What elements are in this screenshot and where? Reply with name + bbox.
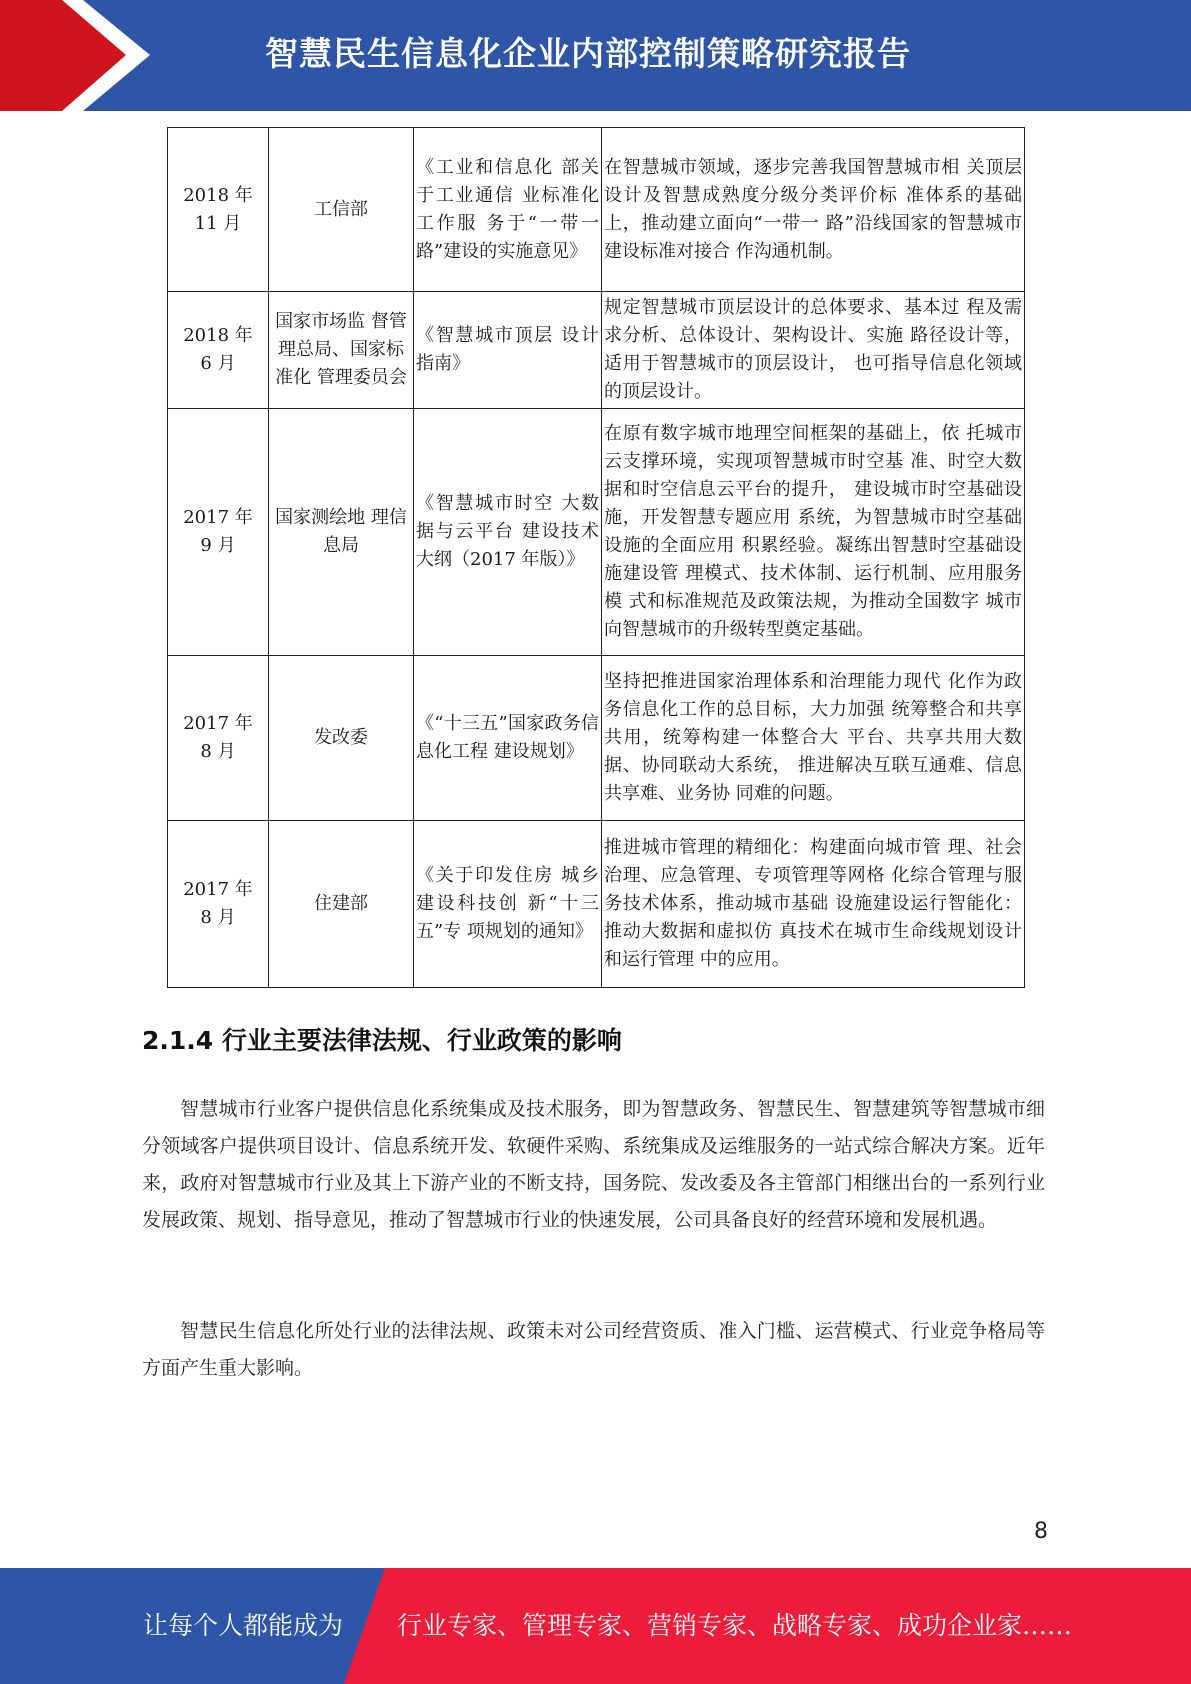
table-cell-description: 推进城市管理的精细化：构建面向城市管 理、社会治理、应急管理、专项管理等网格 化综合管理与服务技术体系，推动城市基础 设施建设运行智能化：推动大数据和虚拟仿 真技术在城市生命线规划设计和运行管理 中的应用。 (602, 821, 1025, 988)
table-cell-document: 《智慧城市顶层 设计指南》 (414, 292, 602, 409)
table-cell-department: 发改委 (269, 656, 414, 821)
table-cell-department: 住建部 (269, 821, 414, 988)
table-row (168, 409, 1025, 656)
table-cell-description: 在原有数字城市地理空间框架的基础上，依 托城市云支撑环境，实现项智慧城市时空基 准、时空大数据和时空信息云平台的提升， 建设城市时空基础设施，开发智慧专题应用 系统，为智慧城市时空基础设施的全面应用 积累经验。凝练出智慧时空基础设施建设管 理模式、技术体制、运行机制、应用服务模 式和标准规范及政策法规，为推动全国数字 城市向智慧城市的升级转型奠定基础。 (602, 409, 1025, 656)
table-cell-description: 在智慧城市领域，逐步完善我国智慧城市相 关顶层设计及智慧成熟度分级分类评价标 准体系的基础上，推动建立面向“一带一 路”沿线国家的智慧城市建设标准对接合 作沟通机制。 (602, 128, 1025, 292)
table-row (168, 821, 1025, 988)
table-cell-department: 国家市场监 督管理总局、国家标准化 管理委员会 (269, 292, 414, 409)
table-row (168, 292, 1025, 409)
table-cell-department: 工信部 (269, 128, 414, 292)
table-cell-date: 2017 年 8 月 (168, 656, 269, 821)
table-cell-department: 国家测绘地 理信息局 (269, 409, 414, 656)
table-cell-date: 2017 年 9 月 (168, 409, 269, 656)
table-cell-document: 《工业和信息化 部关于工业通信 业标准化工作服 务于“一带一 路”建设的实施意见》 (414, 128, 602, 292)
header-arrow-decoration (0, 0, 160, 111)
section-heading: 2.1.4 行业主要法律法规、行业政策的影响 (142, 1026, 622, 1055)
body-paragraph: 智慧民生信息化所处行业的法律法规、政策未对公司经营资质、准入门槛、运营模式、行业竞争格局等方面产生重大影响。 (142, 1320, 1045, 1379)
body-paragraph: 智慧城市行业客户提供信息化系统集成及技术服务，即为智慧政务、智慧民生、智慧建筑等智慧城市细分领域客户提供项目设计、信息系统开发、软硬件采购、系统集成及运维服务的一站式综合解决方案。近年来，政府对智慧城市行业及其上下游产业的不断支持，国务院、发改委及各主管部门相继出台的一系列行业发展政策、规划、指导意见，推动了智慧城市行业的快速发展，公司具备良好的经营环境和发展机遇。 (142, 1098, 1045, 1231)
page-number: 8 (1034, 1519, 1048, 1544)
table-cell-date: 2018 年 6 月 (168, 292, 269, 409)
table-cell-date: 2017 年 8 月 (168, 821, 269, 988)
table-cell-document: 《智慧城市时空 大数据与云平台 建设技术大纲（2017 年版）》 (414, 409, 602, 656)
page-header (0, 0, 1191, 111)
table-row (168, 128, 1025, 292)
table-cell-date: 2018 年 11 月 (168, 128, 269, 292)
header-title: 智慧民生信息化企业内部控制策略研究报告 (265, 34, 911, 73)
table-cell-document: 《“十三五”国家政务信息化工程 建设规划》 (414, 656, 602, 821)
table-cell-description: 规定智慧城市顶层设计的总体要求、基本过 程及需求分析、总体设计、架构设计、实施 路径设计等，适用于智慧城市的顶层设计， 也可指导信息化领域的顶层设计。 (602, 292, 1025, 409)
table-cell-document: 《关于印发住房 城乡建设科技创 新“十三五”专 项规划的通知》 (414, 821, 602, 988)
page-footer (0, 1568, 1191, 1684)
table-row (168, 656, 1025, 821)
footer-slogan-left: 让每个人都能成为 (143, 1611, 344, 1640)
footer-slogan-right: 行业专家、管理专家、营销专家、战略专家、成功企业家…… (397, 1611, 1073, 1640)
policy-table (167, 127, 1025, 988)
table-cell-description: 坚持把推进国家治理体系和治理能力现代 化作为政务信息化工作的总目标，大力加强 统筹整合和共享共用，统筹构建一体整合大 平台、共享共用大数据、协同联动大系统， 推进解决互联互通难、信息共享难、业务协 同难的问题。 (602, 656, 1025, 821)
